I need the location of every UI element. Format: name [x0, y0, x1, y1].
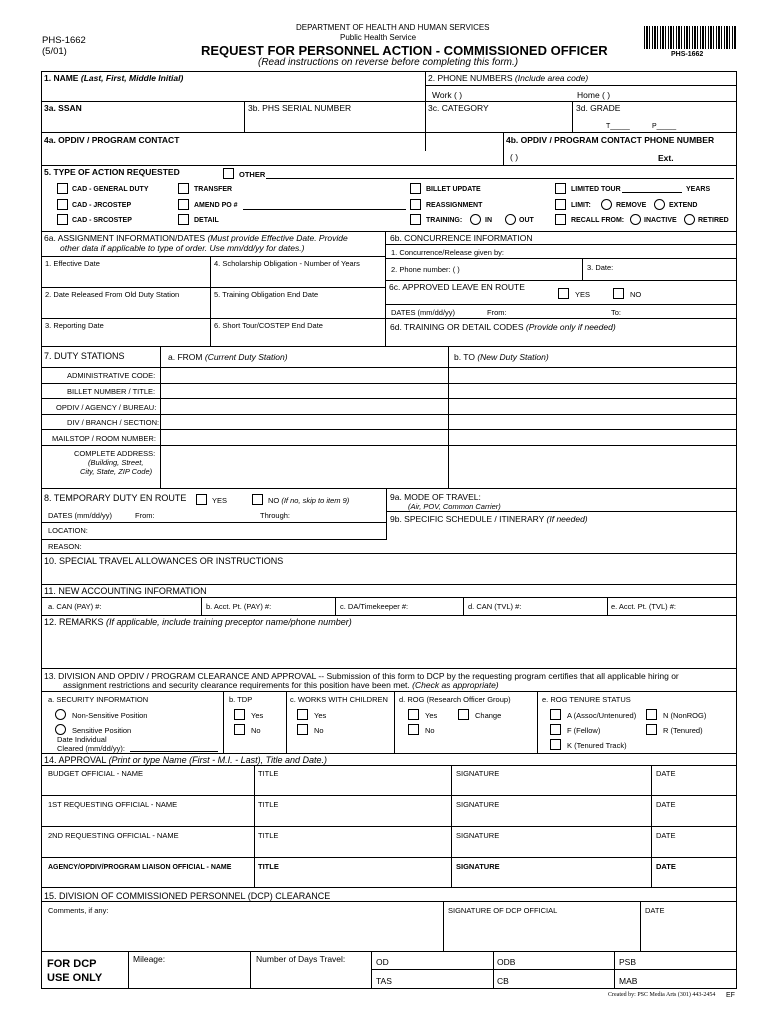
- rog-yes-checkbox[interactable]: [408, 709, 419, 720]
- training-in-label: IN: [485, 217, 492, 224]
- concurrence-given-by: 1. Concurrence/Release given by:: [391, 248, 504, 257]
- liaison-official-name[interactable]: AGENCY/OPDIV/PROGRAM LIAISON OFFICIAL - NAME: [48, 864, 232, 871]
- children-yes-checkbox[interactable]: [297, 709, 308, 720]
- rog-label: d. ROG (Research Officer Group): [399, 695, 511, 704]
- training-codes-label: 6d. TRAINING OR DETAIL CODES (Provide only if needed): [390, 322, 616, 332]
- leave-en-route-label: 6c. APPROVED LEAVE EN ROUTE: [389, 282, 525, 292]
- concurrence-label: 6b. CONCURRENCE INFORMATION: [390, 233, 533, 243]
- recall-checkbox[interactable]: [555, 214, 566, 225]
- amend-po-line: [243, 209, 406, 210]
- leave-to[interactable]: To:: [611, 308, 622, 317]
- tenure-n-label: N (NonROG): [663, 711, 707, 720]
- cb-field[interactable]: CB: [497, 976, 509, 986]
- date-cleared-label: Cleared (mm/dd/yy):: [57, 744, 125, 753]
- rog-change-label: Change: [475, 711, 502, 720]
- children-no-checkbox[interactable]: [297, 724, 308, 735]
- years-label: YEARS: [686, 186, 711, 193]
- reporting-date-label: 3. Reporting Date: [45, 321, 104, 330]
- tdp-yes-label: Yes: [251, 711, 264, 720]
- amend-po-label: AMEND PO #: [194, 202, 238, 209]
- tenure-k-checkbox[interactable]: [550, 739, 561, 750]
- short-tour-label: 6. Short Tour/COSTEP End Date: [214, 321, 323, 330]
- tenure-r-label: R (Tenured): [663, 726, 703, 735]
- sensitive-radio[interactable]: [55, 724, 66, 735]
- travel-mode-label: 9a. MODE OF TRAVEL:: [390, 492, 481, 502]
- date-cleared-line: [130, 751, 218, 752]
- leave-no-checkbox[interactable]: [613, 288, 624, 299]
- tenure-r-checkbox[interactable]: [646, 724, 657, 735]
- dcp-signature[interactable]: SIGNATURE OF DCP OFFICIAL: [448, 906, 558, 915]
- tdy-location[interactable]: LOCATION:: [48, 526, 88, 535]
- training-out-label: OUT: [519, 217, 534, 224]
- tdy-dates-label: DATES (mm/dd/yy): [48, 511, 113, 520]
- training-end-label: 5. Training Obligation End Date: [214, 290, 319, 299]
- approval-label: 14. APPROVAL (Print or type Name (First - M.I. - Last), Title and Date.): [44, 755, 328, 765]
- liaison-official-title[interactable]: TITLE: [258, 862, 279, 871]
- assignment-info-label: 6a. ASSIGNMENT INFORMATION/DATES (Must provide Effective Date. Provide: [44, 233, 348, 243]
- temporary-duty-label: 8. TEMPORARY DUTY EN ROUTE: [44, 493, 187, 503]
- amend-po-checkbox[interactable]: [178, 199, 189, 210]
- limit-extend-label: EXTEND: [669, 202, 698, 209]
- duty-stations-label: 7. DUTY STATIONS: [44, 351, 125, 361]
- cad-jrcostep-checkbox[interactable]: [57, 199, 68, 210]
- rog-change-checkbox[interactable]: [458, 709, 469, 720]
- frame-right: [736, 71, 737, 989]
- concurrence-phone[interactable]: 2. Phone number: ( ): [391, 265, 460, 274]
- limited-tour-label: LIMITED TOUR: [571, 186, 621, 193]
- limited-tour-line: [622, 192, 682, 193]
- dcp-date[interactable]: DATE: [645, 906, 665, 915]
- home-phone-field[interactable]: Home ( ): [577, 90, 611, 100]
- department-name: DEPARTMENT OF HEALTH AND HUMAN SERVICES: [296, 23, 490, 32]
- opdiv-phone-field[interactable]: ( ): [510, 152, 519, 162]
- tdy-reason[interactable]: REASON:: [48, 542, 82, 551]
- complete-address-label: COMPLETE ADDRESS:: [74, 449, 156, 458]
- use-only-label: USE ONLY: [47, 972, 103, 984]
- dcp-clearance-label: 15. DIVISION OF COMMISSIONED PERSONNEL (DCP) CLEARANCE: [44, 891, 331, 901]
- tas-field[interactable]: TAS: [376, 976, 392, 986]
- tdy-yes-checkbox[interactable]: [196, 494, 207, 505]
- tdy-through[interactable]: Through:: [260, 511, 291, 520]
- tenure-f-label: F (Fellow): [567, 726, 601, 735]
- other-line: [266, 178, 734, 179]
- mileage-field[interactable]: Mileage:: [133, 954, 166, 964]
- mab-field[interactable]: MAB: [619, 976, 638, 986]
- extension-label: Ext.: [658, 153, 674, 163]
- can-tvl-field[interactable]: d. CAN (TVL) #:: [468, 602, 522, 611]
- tenure-a-checkbox[interactable]: [550, 709, 561, 720]
- cad-jrcostep-label: CAD - JRCOSTEP: [72, 202, 132, 209]
- name-label: 1. NAME (Last, First, Middle Initial): [44, 73, 184, 83]
- clearance-statement: 13. DIVISION AND OPDIV / PROGRAM CLEARANCE AND APPROVAL -- Submission of this form to DCP by the requesting program certifies that all applicable hiring or: [44, 671, 679, 681]
- limit-label: LIMIT:: [571, 202, 591, 209]
- tdy-no-label: NO (If no, skip to item 9): [268, 496, 350, 505]
- category-label: 3c. CATEGORY: [428, 103, 489, 113]
- cad-general-checkbox[interactable]: [57, 183, 68, 194]
- date-released-label: 2. Date Released From Old Duty Station: [45, 290, 180, 299]
- leave-yes-label: YES: [575, 290, 591, 299]
- tenure-n-checkbox[interactable]: [646, 709, 657, 720]
- tenure-a-label: A (Assoc/Untenured): [567, 711, 637, 720]
- recall-retired-label: RETIRED: [698, 217, 729, 224]
- credit-line: Created by: PSC Media Arts (301) 443-2454: [608, 992, 716, 998]
- tenure-f-checkbox[interactable]: [550, 724, 561, 735]
- detail-label: DETAIL: [194, 217, 219, 224]
- reassignment-checkbox[interactable]: [410, 199, 421, 210]
- training-label: TRAINING:: [426, 217, 463, 224]
- address-hint-1: (Building, Street,: [88, 458, 144, 467]
- other-label: OTHER: [239, 170, 266, 179]
- works-with-children-label: c. WORKS WITH CHILDREN: [290, 695, 388, 704]
- form-date: (5/01): [42, 46, 67, 57]
- leave-no-label: NO: [630, 290, 642, 299]
- opdiv-agency-label: OPDIV / AGENCY / BUREAU:: [56, 403, 157, 412]
- rog-no-checkbox[interactable]: [408, 724, 419, 735]
- special-allowances-label: 10. SPECIAL TRAVEL ALLOWANCES OR INSTRUCTIONS: [44, 556, 284, 566]
- second-official-date[interactable]: DATE: [656, 831, 676, 840]
- first-official-name[interactable]: 1ST REQUESTING OFFICIAL - NAME: [48, 800, 178, 809]
- timekeeper-field[interactable]: c. DA/Timekeeper #:: [340, 602, 409, 611]
- limit-remove-label: REMOVE: [616, 202, 647, 209]
- scholarship-label: 4. Scholarship Obligation - Number of Years: [214, 259, 360, 268]
- rog-tenure-label: e. ROG TENURE STATUS: [542, 695, 631, 704]
- non-sensitive-radio[interactable]: [55, 709, 66, 720]
- training-in-radio[interactable]: [470, 214, 481, 225]
- billet-update-checkbox[interactable]: [410, 183, 421, 194]
- barcode-image: [644, 26, 736, 49]
- cad-srcostep-checkbox[interactable]: [57, 214, 68, 225]
- recall-inactive-label: INACTIVE: [644, 217, 677, 224]
- mailstop-label: MAILSTOP / ROOM NUMBER:: [52, 434, 156, 443]
- transfer-label: TRANSFER: [194, 186, 233, 193]
- od-field[interactable]: OD: [376, 957, 389, 967]
- itinerary-label: 9b. SPECIFIC SCHEDULE / ITINERARY (If needed): [390, 514, 588, 524]
- second-official-signature[interactable]: SIGNATURE: [456, 831, 500, 840]
- limit-remove-radio[interactable]: [601, 199, 612, 210]
- ssan-label: 3a. SSAN: [44, 103, 82, 113]
- from-station-label: a. FROM (Current Duty Station): [168, 352, 288, 362]
- sensitive-label: Sensitive Position: [72, 726, 132, 735]
- limited-tour-checkbox[interactable]: [555, 183, 566, 194]
- tdp-yes-checkbox[interactable]: [234, 709, 245, 720]
- assignment-info-hint: other data if applicable to type of order. Use mm/dd/yy for dates.): [60, 243, 305, 253]
- tdp-no-label: No: [251, 726, 261, 735]
- security-info-label: a. SECURITY INFORMATION: [48, 695, 149, 704]
- tdy-yes-label: YES: [212, 496, 228, 505]
- psb-field[interactable]: PSB: [619, 957, 637, 967]
- transfer-checkbox[interactable]: [178, 183, 189, 194]
- first-official-title[interactable]: TITLE: [258, 800, 279, 809]
- recall-retired-radio[interactable]: [684, 214, 695, 225]
- reassignment-label: REASSIGNMENT: [426, 202, 483, 209]
- budget-official-signature[interactable]: SIGNATURE: [456, 769, 500, 778]
- cad-srcostep-label: CAD - SRCOSTEP: [72, 217, 132, 224]
- opdiv-contact-label: 4a. OPDIV / PROGRAM CONTACT: [44, 135, 180, 145]
- div-branch-label: DIV / BRANCH / SECTION:: [67, 418, 160, 427]
- cad-general-label: CAD - GENERAL DUTY: [72, 186, 149, 193]
- to-station-label: b. TO (New Duty Station): [454, 352, 549, 362]
- can-pay-field[interactable]: a. CAN (PAY) #:: [48, 602, 102, 611]
- concurrence-date[interactable]: 3. Date:: [587, 263, 614, 272]
- form-subtitle: (Read instructions on reverse before completing this form.): [258, 57, 519, 68]
- limit-extend-radio[interactable]: [654, 199, 665, 210]
- second-official-title[interactable]: TITLE: [258, 831, 279, 840]
- recall-label: RECALL FROM:: [571, 217, 625, 224]
- leave-yes-checkbox[interactable]: [558, 288, 569, 299]
- leave-dates-label: DATES (mm/dd/yy): [391, 308, 456, 317]
- admin-code-label: ADMINISTRATIVE CODE:: [67, 371, 156, 380]
- date-individual-label: Date Individual: [57, 735, 107, 744]
- address-hint-2: City, State, ZIP Code): [80, 467, 153, 476]
- phone-numbers-label: 2. PHONE NUMBERS (Include area code): [428, 73, 589, 83]
- first-official-date[interactable]: DATE: [656, 800, 676, 809]
- grade-t-field[interactable]: T_____: [606, 123, 630, 130]
- limit-checkbox[interactable]: [555, 199, 566, 210]
- for-dcp-label: FOR DCP: [47, 958, 97, 970]
- recall-inactive-radio[interactable]: [630, 214, 641, 225]
- opdiv-phone-label: 4b. OPDIV / PROGRAM CONTACT PHONE NUMBER: [506, 135, 715, 145]
- training-checkbox[interactable]: [410, 214, 421, 225]
- other-checkbox[interactable]: [223, 168, 234, 179]
- tdy-from[interactable]: From:: [135, 511, 155, 520]
- training-out-radio[interactable]: [505, 214, 516, 225]
- accounting-label: 11. NEW ACCOUNTING INFORMATION: [44, 586, 207, 596]
- work-phone-field[interactable]: Work ( ): [432, 90, 463, 100]
- tdp-no-checkbox[interactable]: [234, 724, 245, 735]
- tdp-label: b. TDP: [229, 695, 253, 704]
- billet-number-label: BILLET NUMBER / TITLE:: [67, 387, 156, 396]
- effective-date-label: 1. Effective Date: [45, 259, 100, 268]
- tenure-k-label: K (Tenured Track): [567, 741, 627, 750]
- barcode-label: PHS-1662: [671, 51, 704, 58]
- frame-bottom: [41, 988, 737, 989]
- action-type-label: 5. TYPE OF ACTION REQUESTED: [44, 167, 180, 177]
- acct-pay-field[interactable]: b. Acct. Pt. (PAY) #:: [206, 602, 272, 611]
- remarks-label: 12. REMARKS (If applicable, include training preceptor name/phone number): [44, 617, 352, 627]
- rog-yes-label: Yes: [425, 711, 438, 720]
- non-sensitive-label: Non-Sensitive Position: [72, 711, 148, 720]
- first-official-signature[interactable]: SIGNATURE: [456, 800, 500, 809]
- liaison-official-signature[interactable]: SIGNATURE: [456, 862, 500, 871]
- form-number: PHS-1662: [42, 35, 86, 46]
- form-title: REQUEST FOR PERSONNEL ACTION - COMMISSIONED OFFICER: [201, 43, 608, 58]
- ef-code: EF: [726, 992, 735, 999]
- detail-checkbox[interactable]: [178, 214, 189, 225]
- leave-from[interactable]: From:: [487, 308, 507, 317]
- billet-update-label: BILLET UPDATE: [426, 186, 481, 193]
- second-official-name[interactable]: 2ND REQUESTING OFFICIAL - NAME: [48, 831, 179, 840]
- serial-number-label: 3b. PHS SERIAL NUMBER: [248, 103, 352, 113]
- rog-no-label: No: [425, 726, 435, 735]
- odb-field[interactable]: ODB: [497, 957, 516, 967]
- agency-name: Public Health Service: [340, 33, 417, 42]
- tdy-no-checkbox[interactable]: [252, 494, 263, 505]
- children-no-label: No: [314, 726, 324, 735]
- frame-top: [41, 71, 737, 72]
- budget-official-title[interactable]: TITLE: [258, 769, 279, 778]
- budget-official-date[interactable]: DATE: [656, 769, 676, 778]
- days-travel-field[interactable]: Number of Days Travel:: [256, 954, 346, 964]
- grade-p-field[interactable]: P_____: [652, 123, 677, 130]
- children-yes-label: Yes: [314, 711, 327, 720]
- acct-tvl-field[interactable]: e. Acct. Pt. (TVL) #:: [611, 602, 677, 611]
- dcp-comments[interactable]: Comments, if any:: [48, 906, 109, 915]
- frame-left: [41, 71, 42, 989]
- grade-label: 3d. GRADE: [576, 103, 621, 113]
- liaison-official-date[interactable]: DATE: [656, 862, 676, 871]
- clearance-statement-2: assignment restrictions and security clearance requirements for this position have been met. (Check as appropriate): [63, 680, 499, 690]
- travel-mode-hint: (Air, POV, Common Carrier): [408, 502, 501, 511]
- budget-official-name[interactable]: BUDGET OFFICIAL - NAME: [48, 769, 144, 778]
